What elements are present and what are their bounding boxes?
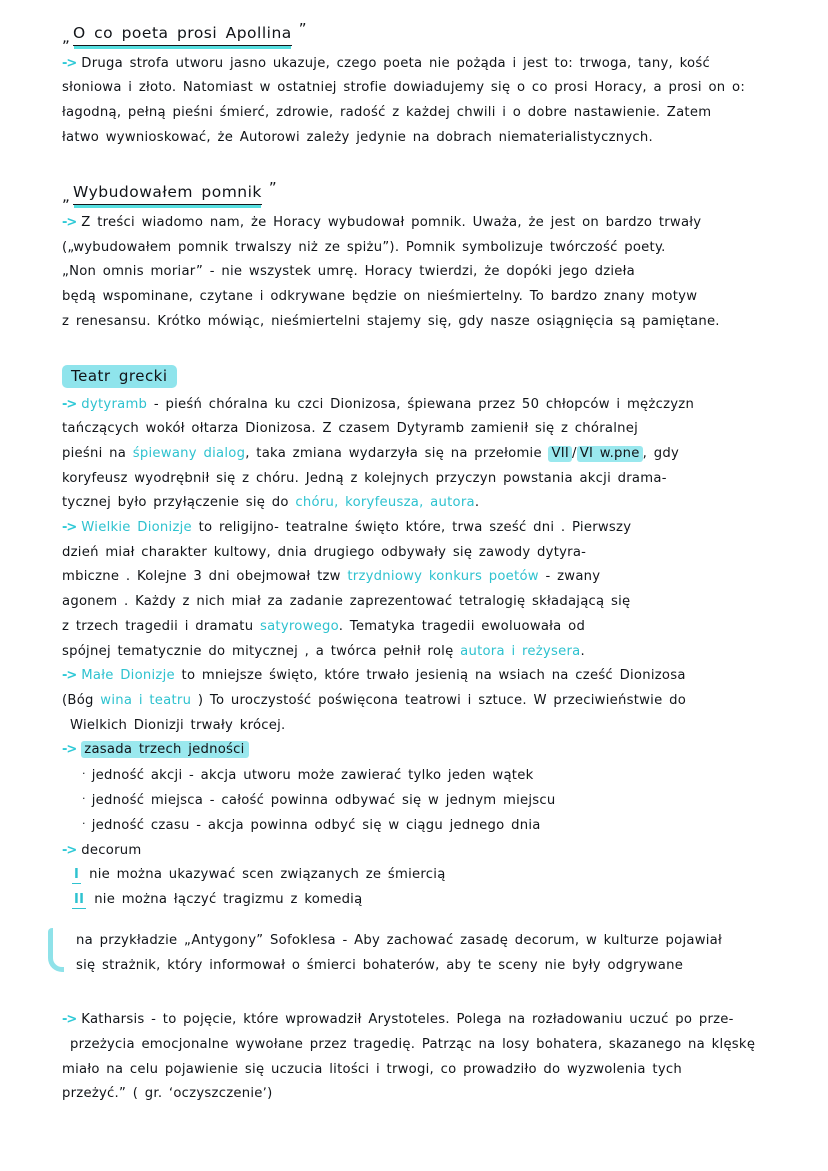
line-text-d: , gdy xyxy=(642,445,680,461)
highlight-autor-rezyser: autora i reżysera xyxy=(460,643,581,659)
arrow-icon: -> xyxy=(62,1012,77,1028)
roman-numeral-ii: II xyxy=(74,892,85,908)
section-teatr-grecki xyxy=(62,369,794,1100)
text-line xyxy=(62,398,794,411)
text-line xyxy=(62,844,794,857)
arrow-icon: -> xyxy=(62,55,77,71)
highlight-spiewany-dialog: śpiewany dialog xyxy=(132,445,246,461)
text-line: „Non omnis moriar” - nie wszystek umrę. Horacy twierdzi, że dopóki jego dzieła xyxy=(62,264,635,280)
text-line xyxy=(62,216,794,229)
text-line xyxy=(62,521,794,534)
century-separator: / xyxy=(572,445,577,461)
text-line: dzień miał charakter kultowy, dnia drugiego odbywały się zawody dytyra- xyxy=(62,544,587,560)
text-line xyxy=(62,57,794,70)
line-text-a: spójnej tematycznie do mitycznej , a twórca pełnił rolę xyxy=(62,643,454,659)
text-line xyxy=(62,570,794,583)
spacer xyxy=(62,983,794,1013)
line-text: Druga strofa utworu jasno ukazuje, czego poeta nie pożąda i jest to: trwoga, tany, kość xyxy=(81,55,710,71)
line-text-a: pieśni na xyxy=(62,445,127,461)
teatr-grecki-heading: Teatr grecki xyxy=(62,365,177,388)
spacer xyxy=(62,155,794,185)
subsection-male-dionizje xyxy=(62,669,794,732)
term-wielkie-dionizje: Wielkie Dionizje xyxy=(81,520,192,536)
list-item xyxy=(62,768,794,782)
text-line: będą wspominane, czytane i odkrywane będzie on nieśmiertelny. To bardzo znany motyw xyxy=(62,288,698,304)
line-text-b: . Tematyka tragedii ewoluowała od xyxy=(338,618,586,634)
text-line: na przykładzie „Antygony” Sofoklesa - Aby zachować zasadę decorum, w kulturze pojawiał xyxy=(76,932,722,948)
bracket-mark-icon xyxy=(48,928,64,972)
text-line: koryfeusz wyodrębnił się z chóru. Jedną z kolejnych przyczyn powstania akcji drama- xyxy=(62,470,667,486)
text-line: przeżycia emocjonalne wywołane przez tragedię. Patrząc na losy bohatera, skazanego na klęskę xyxy=(70,1036,756,1052)
quote-open-icon: „ xyxy=(62,28,71,46)
list-item-text: jedność czasu - akcja powinna odbyć się w ciągu jednego dnia xyxy=(91,818,541,834)
text-line xyxy=(62,694,794,707)
arrow-icon: -> xyxy=(62,396,77,412)
section-pomnik-title xyxy=(62,179,794,206)
subsection-dytyramb xyxy=(62,398,794,510)
text-line: przeżyć.” ( gr. ʻoczyszczenieʼ) xyxy=(62,1086,273,1102)
text-line xyxy=(62,447,794,460)
arrow-icon: -> xyxy=(62,520,77,536)
section-pomnik-title-text: Wybudowałem pomnik xyxy=(73,185,262,205)
text-line: słoniowa i złoto. Natomiast w ostatniej strofie dowiadujemy się o co prosi Horacy, a prosi on o: xyxy=(62,80,746,96)
line-text: Z treści wiadomo nam, że Horacy wybudował pomnik. Uważa, że jest on bardzo trwały xyxy=(81,214,702,230)
century-vi: VI w.pne xyxy=(577,446,643,462)
line-text-b: . xyxy=(580,643,585,659)
list-item-text: jedność akcji - akcja utworu może zawierać tylko jeden wątek xyxy=(91,768,534,784)
line-text: Katharsis - to pojęcie, które wprowadził Arystoteles. Polega na rozładowaniu uczuć po prze- xyxy=(81,1012,734,1028)
term-dytyramb: dytyramb xyxy=(81,396,148,412)
quote-close-icon: ” xyxy=(268,179,277,198)
decorum-rule-text: nie można ukazywać scen związanych ze śmiercią xyxy=(89,867,446,883)
highlight-konkurs-poetow: trzydniowy konkurs poetów xyxy=(347,569,539,585)
section-apollo-body xyxy=(62,57,794,144)
decorum-rule xyxy=(62,868,794,881)
line-text: to religijno- teatralne święto które, trwa sześć dni . Pierwszy xyxy=(198,520,632,536)
text-line: łatwo wywnioskować, że Autorowi zależy jedynie na dobrach niematerialistycznych. xyxy=(62,129,653,145)
text-line xyxy=(62,620,794,633)
text-line: agonem . Każdy z nich miał za zadanie zaprezentować tetralogię składającą się xyxy=(62,594,631,610)
arrow-icon: -> xyxy=(62,742,77,758)
century-vii: VII xyxy=(548,446,572,462)
subsection-decorum xyxy=(62,844,794,907)
text-line xyxy=(62,669,794,682)
line-text-b: - zwany xyxy=(545,569,601,585)
text-line xyxy=(62,496,794,509)
list-item xyxy=(62,818,794,832)
text-line: tańczących wokół ołtarza Dionizosa. Z czasem Dytyramb zamienił się z chóralnej xyxy=(62,421,639,437)
bullet-icon: · xyxy=(82,792,86,806)
subsection-katharsis xyxy=(62,1013,794,1100)
line-text: to mniejsze święto, które trwało jesienią na wsiach na cześć Dionizosa xyxy=(181,668,686,684)
highlight-chor-koryfeusz-autor: chóru, koryfeusza, autora xyxy=(295,495,475,511)
bullet-icon: · xyxy=(82,767,86,781)
subsection-wielkie-dionizje xyxy=(62,521,794,658)
line-text: - pieśń chóralna ku czci Dionizosa, śpiewana przez 50 chłopców i mężczyzn xyxy=(153,396,695,412)
text-line xyxy=(62,645,794,658)
highlight-satyrowego: satyrowego xyxy=(259,618,339,634)
line-text-b: ) To uroczystość poświęcona teatrowi i sztuce. W przeciwieństwie do xyxy=(197,692,687,708)
text-line: miało na celu pojawienie się uczucia litości i trwogi, co prowadziło do wyzwolenia tych xyxy=(62,1061,682,1077)
text-line: („wybudowałem pomnik trwalszy niż ze spiżu”). Pomnik symbolizuje twórczość poety. xyxy=(62,239,666,255)
section-apollo-title xyxy=(62,20,794,46)
section-apollo xyxy=(62,20,794,145)
text-line: łagodną, pełną pieśni śmierć, zdrowie, radość z każdej chwili i o dobre nastawienie. Zatem xyxy=(62,104,712,120)
line-text-a: mbiczne . Kolejne 3 dni obejmował tzw xyxy=(62,569,341,585)
section-apollo-title-text: O co poeta prosi Apollina xyxy=(73,26,292,46)
subsection-zasada-trzech-jednosci xyxy=(62,743,794,832)
text-line: się strażnik, który informował o śmierci bohaterów, aby te sceny nie były odgrywane xyxy=(76,957,684,973)
text-line xyxy=(62,743,794,756)
text-line: z renesansu. Krótko mówiąc, nieśmiertelni stajemy się, gdy nasze osiągnięcia są pamiętane. xyxy=(62,313,720,329)
line-text-a: tycznej było przyłączenie się do xyxy=(62,495,289,511)
decorum-rule-text: nie można łączyć tragizmu z komedią xyxy=(94,892,363,908)
list-item-text: jedność miejsca - całość powinna odbywać się w jednym miejscu xyxy=(91,793,556,809)
decorum-heading: decorum xyxy=(81,842,142,858)
arrow-icon: -> xyxy=(62,214,77,230)
roman-numeral-i: I xyxy=(74,867,80,883)
list-item xyxy=(62,793,794,807)
line-text-b: . xyxy=(474,495,480,511)
antygona-example xyxy=(62,934,794,972)
text-line xyxy=(62,1013,794,1026)
quote-close-icon: ” xyxy=(298,20,307,38)
section-pomnik xyxy=(62,179,794,329)
bullet-icon: · xyxy=(82,817,86,831)
decorum-rule xyxy=(62,893,794,906)
arrow-icon: -> xyxy=(62,668,77,684)
line-text-a: (Bóg xyxy=(62,692,94,708)
line-text-b: , taka zmiana wydarzyła się na przełomie xyxy=(245,445,542,461)
zasada-heading: zasada trzech jedności xyxy=(81,741,248,758)
arrow-icon: -> xyxy=(62,842,77,858)
spacer xyxy=(62,918,794,934)
text-line: Wielkich Dionizji trwały krócej. xyxy=(70,717,286,733)
quote-open-icon: „ xyxy=(62,187,71,206)
term-male-dionizje: Małe Dionizje xyxy=(81,668,175,684)
highlight-wina-i-teatru: wina i teatru xyxy=(100,692,192,708)
line-text-a: z trzech tragedii i dramatu xyxy=(62,618,254,634)
section-pomnik-body xyxy=(62,216,794,328)
